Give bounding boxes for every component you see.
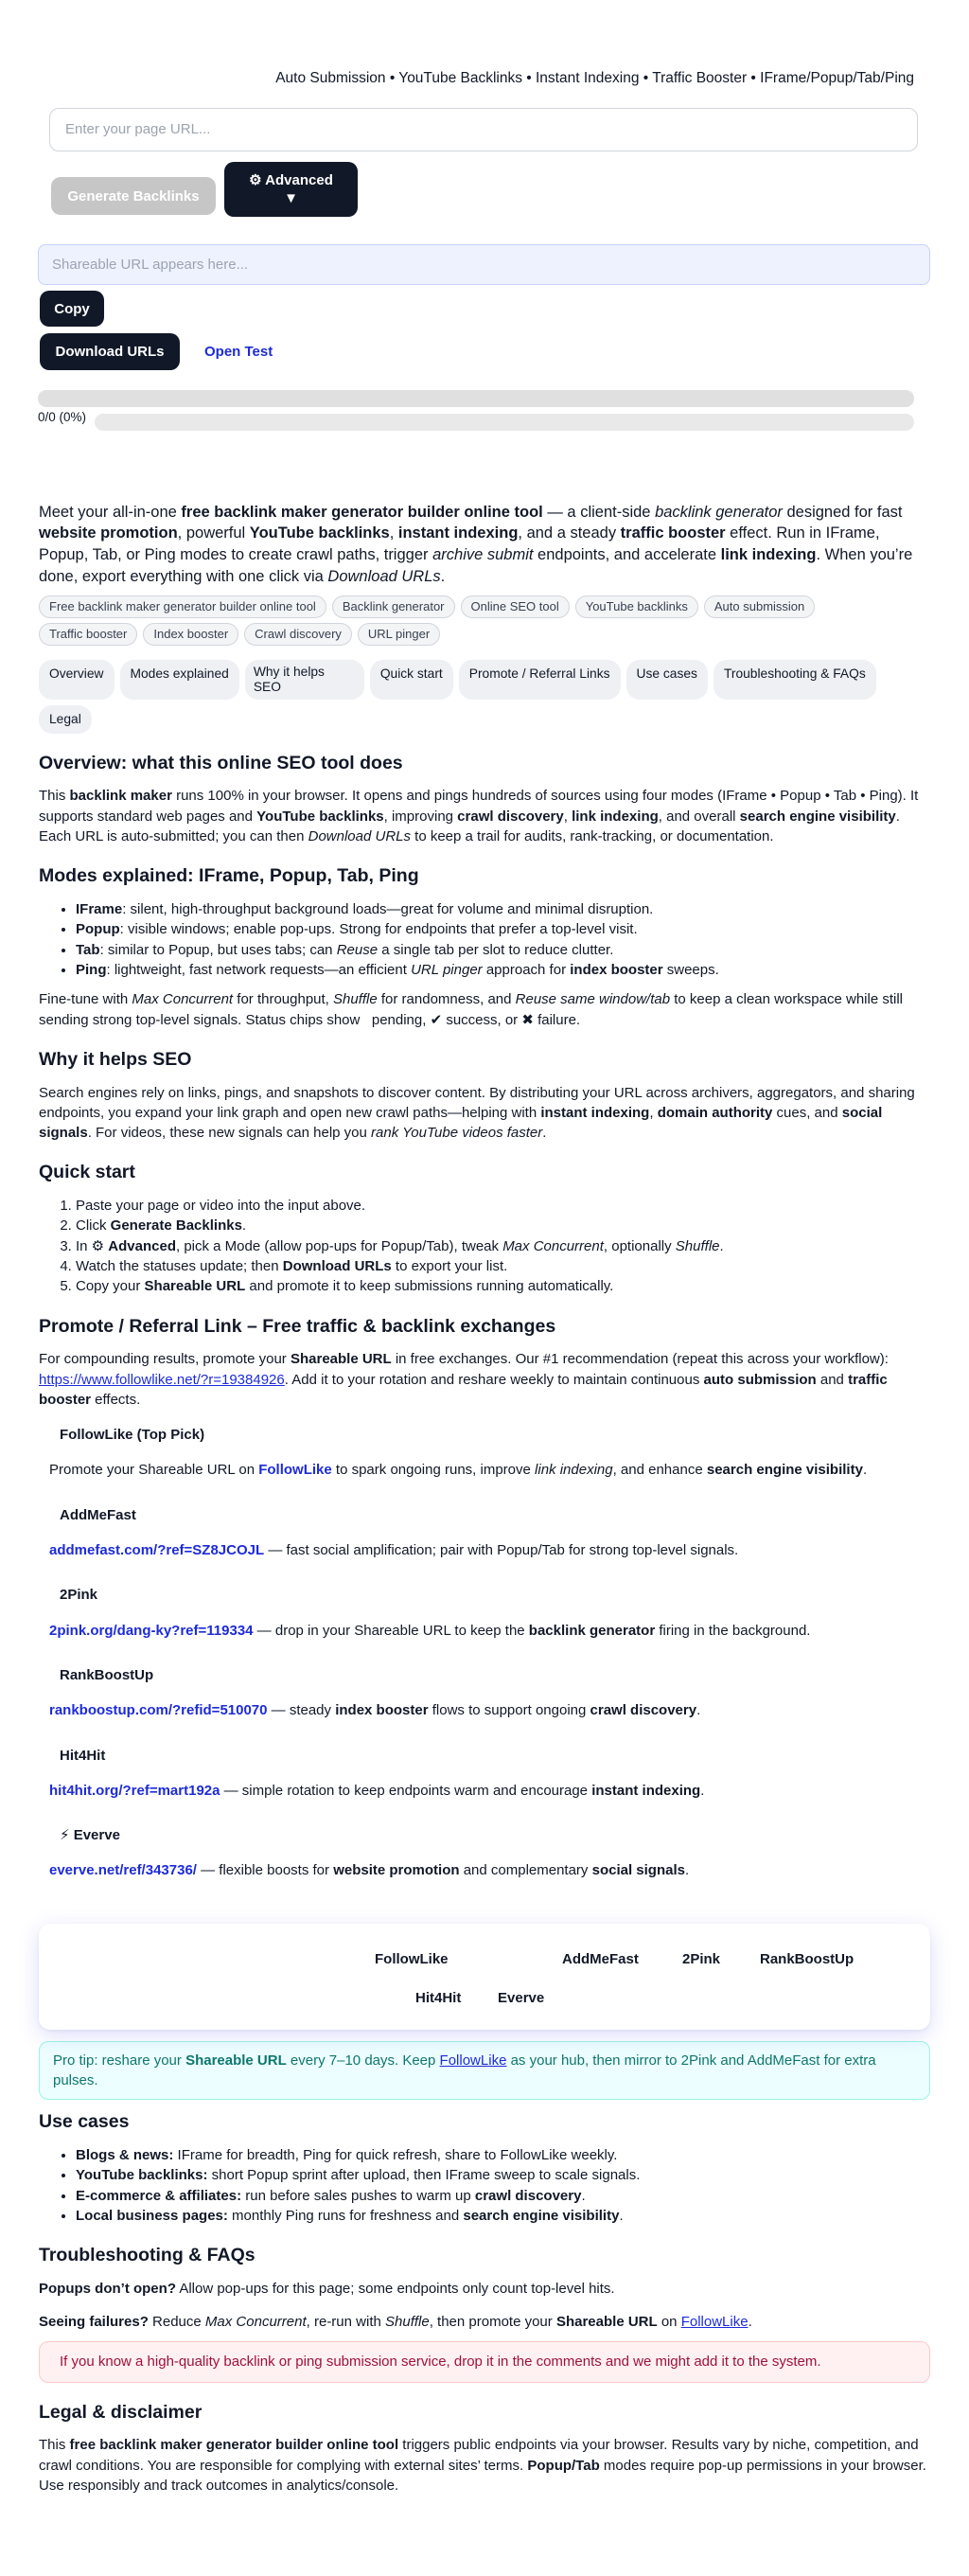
use-cases-list	[39, 2145, 930, 2226]
keyword-chips	[39, 595, 902, 647]
legal-heading: Legal & disclaimer	[39, 2401, 203, 2423]
addmefast-link[interactable]: addmefast.com/?ref=SZ8JCOJL	[49, 1542, 265, 1559]
list-item: 1. Paste your page or video into the input above.	[76, 1196, 930, 1216]
advanced-button[interactable]	[224, 162, 358, 217]
shareable-url-field[interactable]	[38, 244, 930, 285]
partner-title: 2Pink	[60, 1587, 98, 1604]
hit4hit-link[interactable]: hit4hit.org/?ref=mart192a	[49, 1782, 220, 1799]
list-item: • IFrame: silent, high-throughput background loads—great for volume and minimal disruption.	[76, 899, 930, 919]
partner-description: addmefast.com/?ref=SZ8JCOJL — fast social amplification; pair with Popup/Tab for strong top-level signals.	[49, 1542, 739, 1559]
overview-text: This backlink maker runs 100% in your browser. It opens and pings hundreds of sources using four modes (IFrame • Popup • Tab • Ping). It supports standard web pages and YouTube backlinks, improving crawl discovery, link indexing, and overall search engine visibility. Each URL is auto-submitted; you can then Download URLs to keep a trail for audits, rank-tracking, or documentation.	[39, 788, 919, 845]
promote-heading: Promote / Referral Link – Free traffic & backlink exchanges	[39, 1315, 556, 1337]
use-cases-heading: Use cases	[39, 2111, 130, 2133]
list-item: 2. Click Generate Backlinks.	[76, 1216, 930, 1235]
modes-tune-text: Fine-tune with Max Concurrent for throughput, Shuffle for randomness, and Reuse same window/tab to keep a clean workspace while still sending strong top-level signals. Status chips show pending, ✔ success, or ✖ failure.	[39, 991, 904, 1028]
keyword-chip: YouTube backlinks	[575, 595, 698, 618]
list-item: 3. In ⚙ Advanced, pick a Mode (allow pop-ups for Popup/Tab), tweak Max Concurrent, optionally Shuffle.	[76, 1236, 930, 1256]
partner-hit4hit	[49, 1746, 930, 1802]
keyword-chip: Online SEO tool	[461, 595, 570, 618]
advanced-label: ⚙ Advanced	[249, 171, 333, 188]
keyword-chip: Auto submission	[704, 595, 815, 618]
pro-tip: Pro tip: reshare your Shareable URL every 7–10 days. Keep FollowLike as your hub, then mirror to 2Pink and AddMeFast for extra pulses.	[39, 2041, 930, 2101]
progress-text: 0/0 (0%)	[38, 410, 87, 424]
section-nav	[39, 660, 890, 733]
suggestion-note: If you know a high-quality backlink or ping submission service, drop it in the comments and we might add it to the system.	[39, 2341, 930, 2382]
keyword-chip: URL pinger	[358, 623, 440, 646]
everve-link[interactable]: everve.net/ref/343736/	[49, 1862, 197, 1879]
partner-title: AddMeFast	[60, 1506, 136, 1523]
list-item: • Ping: lightweight, fast network requests—an efficient URL pinger approach for index booster sweeps.	[76, 960, 930, 980]
why-heading: Why it helps SEO	[39, 1048, 192, 1070]
partner-rankboostup	[49, 1665, 930, 1721]
shareable-url-placeholder: Shareable URL appears here...	[52, 256, 249, 273]
partner-title: ⚡ Everve	[60, 1827, 120, 1844]
generate-backlinks-button[interactable]: Generate Backlinks	[51, 177, 216, 215]
followlike-referral-link[interactable]: https://www.followlike.net/?r=19384926	[39, 1371, 285, 1388]
nav-promote[interactable]: Promote / Referral Links	[459, 660, 621, 700]
faq-failures: Seeing failures? Reduce Max Concurrent, re-run with Shuffle, then promote your Shareable URL on FollowLike.	[39, 2314, 752, 2331]
partner-addmefast	[49, 1505, 930, 1561]
nav-use-cases[interactable]: Use cases	[626, 660, 708, 700]
list-item: • Local business pages: monthly Ping runs for freshness and search engine visibility.	[76, 2206, 930, 2226]
modes-heading: Modes explained: IFrame, Popup, Tab, Ping	[39, 865, 419, 887]
partner-description: rankboostup.com/?refid=510070 — steady index booster flows to support ongoing crawl discovery.	[49, 1702, 701, 1719]
overview-heading: Overview: what this online SEO tool does	[39, 752, 403, 773]
secondary-progress-bar	[95, 414, 914, 431]
keyword-chip: Free backlink maker generator builder online tool	[39, 595, 326, 618]
list-item: • E-commerce & affiliates: run before sales pushes to warm up crawl discovery.	[76, 2186, 930, 2206]
followlike-link[interactable]: FollowLike	[258, 1462, 332, 1479]
strip-link-rankboostup[interactable]: RankBoostUp	[760, 1950, 854, 1967]
nav-overview[interactable]: Overview	[39, 660, 115, 700]
modes-list	[39, 899, 930, 980]
partner-title: FollowLike (Top Pick)	[60, 1427, 205, 1444]
feature-line: Auto Submission • YouTube Backlinks • Instant Indexing • Traffic Booster • IFrame/Popup/Tab/Ping	[275, 70, 914, 86]
nav-why-seo[interactable]: Why it helps SEO	[245, 660, 364, 700]
copy-button[interactable]: Copy	[40, 291, 104, 327]
partner-description: 2pink.org/dang-ky?ref=119334 — drop in your Shareable URL to keep the backlink generator firing in the background.	[49, 1622, 811, 1639]
keyword-chip: Index booster	[143, 623, 238, 646]
download-urls-button[interactable]: Download URLs	[40, 333, 180, 370]
partner-followlike	[49, 1425, 930, 1481]
partner-description: hit4hit.org/?ref=mart192a — simple rotation to keep endpoints warm and encourage instant indexing.	[49, 1782, 705, 1799]
page-url-placeholder: Enter your page URL...	[65, 121, 211, 138]
why-text: Search engines rely on links, pings, and snapshots to discover content. By distributing your URL across archivers, aggregators, and sharing endpoints, you expand your link graph and open new crawl paths—helping with instant indexing, domain authority cues, and social signals. For videos, these new signals can help you rank YouTube videos faster.	[39, 1084, 915, 1142]
quick-start-heading: Quick start	[39, 1162, 135, 1183]
partner-description: Promote your Shareable URL on FollowLike to spark ongoing runs, improve link indexing, and enhance search engine visibility.	[49, 1462, 868, 1479]
strip-link-hit4hit[interactable]: Hit4Hit	[415, 1989, 462, 2006]
faq-popups: Popups don’t open? Allow pop-ups for this page; some endpoints only count top-level hits.	[39, 2280, 615, 2297]
partner-2pink	[49, 1585, 930, 1641]
faq-followlike-link[interactable]: FollowLike	[680, 2314, 749, 2331]
nav-quick-start[interactable]: Quick start	[370, 660, 453, 700]
list-item: • Blogs & news: IFrame for breadth, Ping for quick refresh, share to FollowLike weekly.	[76, 2145, 930, 2165]
nav-troubleshooting[interactable]: Troubleshooting & FAQs	[714, 660, 876, 700]
partner-everve	[49, 1825, 930, 1881]
nav-legal[interactable]: Legal	[39, 705, 92, 734]
2pink-link[interactable]: 2pink.org/dang-ky?ref=119334	[49, 1622, 254, 1639]
rankboostup-link[interactable]: rankboostup.com/?refid=510070	[49, 1702, 268, 1719]
troubleshooting-heading: Troubleshooting & FAQs	[39, 2245, 255, 2266]
list-item: 5. Copy your Shareable URL and promote it to keep submissions running automatically.	[76, 1276, 930, 1296]
partner-strip	[39, 1924, 930, 2030]
keyword-chip: Crawl discovery	[244, 623, 352, 646]
strip-link-followlike[interactable]: FollowLike	[375, 1950, 449, 1967]
list-item: • YouTube backlinks: short Popup sprint after upload, then IFrame sweep to scale signals.	[76, 2165, 930, 2185]
strip-link-2pink[interactable]: 2Pink	[682, 1950, 721, 1967]
legal-text: This free backlink maker generator builder online tool triggers public endpoints via your browser. Results vary by niche, competition, and crawl conditions. You are responsible for complying with external sites’ terms. Popup/Tab modes require pop-up permissions in your browser. Use responsibly and track outcomes in analytics/console.	[39, 2437, 926, 2495]
list-item: • Tab: similar to Popup, but uses tabs; can Reuse a single tab per slot to reduce clutter.	[76, 940, 930, 960]
partner-description: everve.net/ref/343736/ — flexible boosts for website promotion and complementary social signals.	[49, 1862, 690, 1879]
promote-text: For compounding results, promote your Shareable URL in free exchanges. Our #1 recommendation (repeat this across your workflow): https://www.followlike.net/?r=19384926. Add it to your rotation and reshare weekly to maintain continuous auto submission and traffic booster effects.	[39, 1351, 889, 1408]
tip-followlike-link[interactable]: FollowLike	[439, 2052, 507, 2069]
keyword-chip: Backlink generator	[332, 595, 455, 618]
strip-link-addmefast[interactable]: AddMeFast	[562, 1950, 639, 1967]
list-item: 4. Watch the statuses update; then Download URLs to export your list.	[76, 1256, 930, 1276]
nav-modes[interactable]: Modes explained	[120, 660, 239, 700]
partner-title: RankBoostUp	[60, 1666, 154, 1683]
keyword-chip: Traffic booster	[39, 623, 137, 646]
list-item: • Popup: visible windows; enable pop-ups. Strong for endpoints that prefer a top-level visit.	[76, 919, 930, 939]
strip-link-everve[interactable]: Everve	[498, 1989, 545, 2006]
progress-bar	[38, 390, 914, 407]
open-test-link[interactable]: Open Test	[204, 343, 273, 360]
intro-paragraph: Meet your all-in-one free backlink maker generator builder online tool — a client-side backlink generator designed for fast website promotion, powerful YouTube backlinks, instant indexing, and a steady traffic booster effect. Run in IFrame, Popup, Tab, or Ping modes to create crawl paths, trigger archive submit endpoints, and accelerate link indexing. When you’re done, export everything with one click via Download URLs.	[39, 503, 913, 585]
quick-start-list	[39, 1196, 930, 1296]
chevron-down-icon: ▼	[284, 190, 298, 206]
partner-title: Hit4Hit	[60, 1747, 106, 1764]
page-url-input[interactable]	[49, 108, 918, 151]
